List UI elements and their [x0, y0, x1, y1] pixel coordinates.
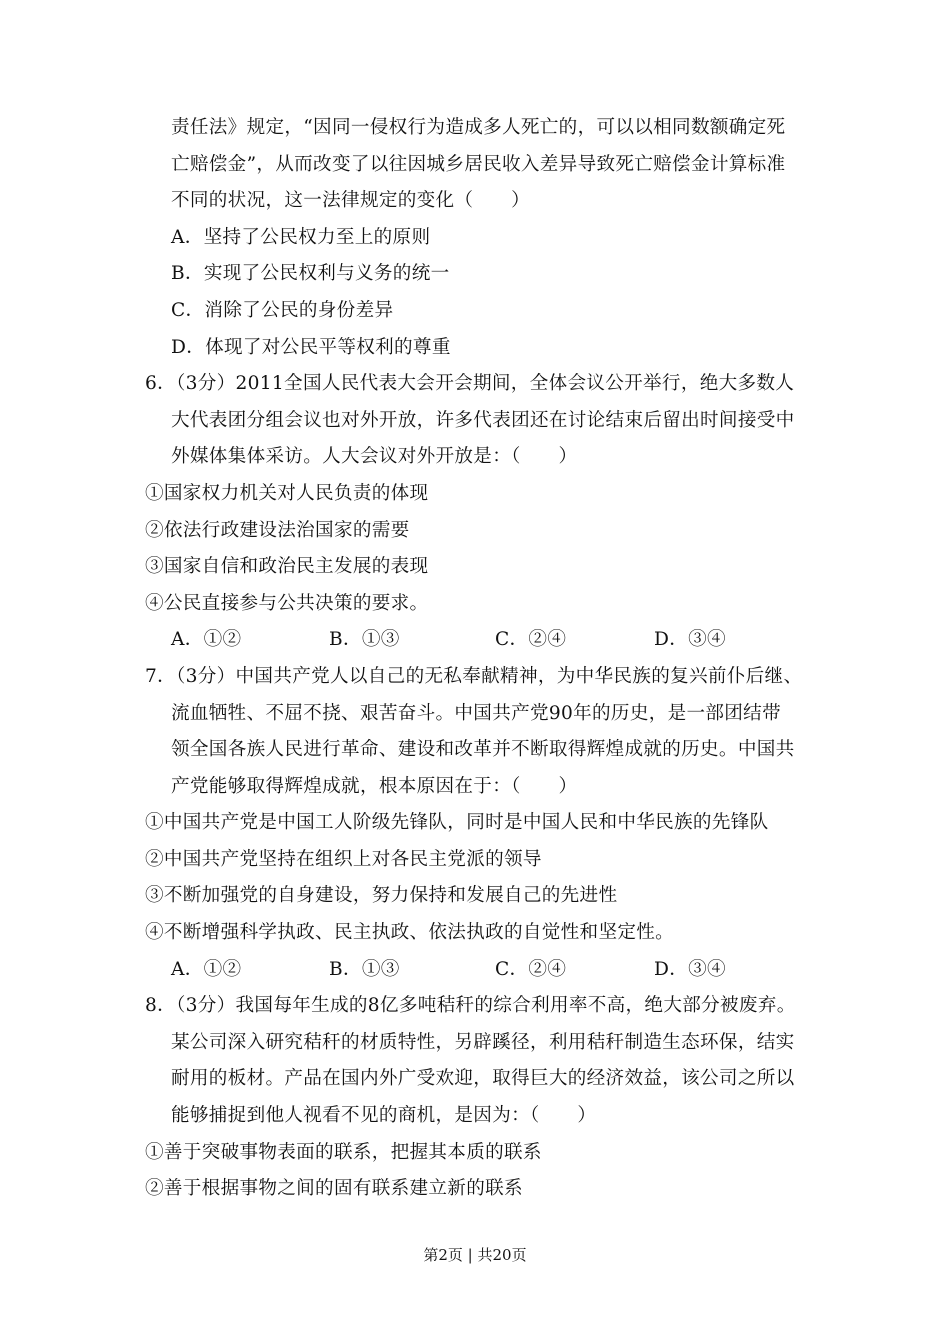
q7-option-d: D．③④ — [654, 958, 726, 980]
q7-stem-line: 领全国各族人民进行革命、建设和改革并不断取得辉煌成就的历史。中国共 — [171, 739, 795, 761]
q6-stem-line: 大代表团分组会议也对外开放，许多代表团还在讨论结束后留出时间接受中 — [171, 409, 795, 431]
q8-stem-line: 某公司深入研究秸秆的材质特性，另辟蹊径，利用秸秆制造生态环保，结实 — [171, 1031, 795, 1053]
q6-item: ④公民直接参与公共决策的要求。 — [145, 592, 429, 614]
q7-stem-line: 流血牺牲、不屈不挠、艰苦奋斗。中国共产党90年的历史，是一部团结带 — [171, 702, 781, 724]
q8-stem-line: 8．（3分）我国每年生成的8亿多吨秸秆的综合利用率不高，绝大部分被废弃。 — [145, 995, 796, 1017]
q6-stem-line: 外媒体集体采访。人大会议对外开放是：（ ） — [171, 446, 578, 468]
q6-options — [0, 622, 950, 659]
q5-option-d: D．体现了对公民平等权利的尊重 — [171, 336, 451, 358]
q8-stem-line: 能够捕捉到他人视看不见的商机，是因为：（ ） — [171, 1105, 597, 1127]
q7-item: ①中国共产党是中国工人阶级先锋队，同时是中国人民和中华民族的先锋队 — [145, 812, 769, 834]
q7-item: ②中国共产党坚持在组织上对各民主党派的领导 — [145, 848, 542, 870]
q5-option-b: B．实现了公民权利与义务的统一 — [171, 263, 450, 285]
q6-item: ③国家自信和政治民主发展的表现 — [145, 556, 429, 578]
q7-item: ④不断增强科学执政、民主执政、依法执政的自觉性和坚定性。 — [145, 922, 675, 944]
q7-options — [0, 952, 950, 989]
page-content — [0, 110, 950, 1208]
q6-item: ①国家权力机关对人民负责的体现 — [145, 482, 429, 504]
q8-item: ②善于根据事物之间的固有联系建立新的联系 — [145, 1178, 523, 1200]
q6-item: ②依法行政建设法治国家的需要 — [145, 519, 410, 541]
q6-option-b: B．①③ — [329, 629, 400, 651]
q7-option-c: C．②④ — [495, 958, 567, 980]
q7-stem-line: 产党能够取得辉煌成就，根本原因在于：（ ） — [171, 775, 578, 797]
q7-option-a: A．①② — [171, 958, 242, 980]
q7-item: ③不断加强党的自身建设，努力保持和发展自己的先进性 — [145, 885, 618, 907]
q5-option-a: A．坚持了公民权力至上的原则 — [171, 226, 431, 248]
q6-option-c: C．②④ — [495, 629, 567, 651]
q8-stem-line: 耐用的板材。产品在国内外广受欢迎，取得巨大的经济效益，该公司之所以 — [171, 1068, 795, 1090]
q5-stem-line: 不同的状况，这一法律规定的变化（ ） — [171, 190, 530, 212]
q5-stem-line: 责任法》规定，“因同一侵权行为造成多人死亡的，可以以相同数额确定死 — [171, 117, 786, 138]
page-footer: 第2页 | 共20页 — [423, 1246, 527, 1264]
q5-stem-line: 亡赔偿金”，从而改变了以往因城乡居民收入差异导致死亡赔偿金计算标准 — [171, 153, 786, 175]
q6-option-d: D．③④ — [654, 629, 726, 651]
q7-stem-line: 7．（3分）中国共产党人以自己的无私奉献精神，为中华民族的复兴前仆后继、 — [145, 665, 803, 687]
q6-option-a: A．①② — [171, 629, 242, 651]
q6-stem-line: 6．（3分）2011全国人民代表大会开会期间，全体会议公开举行，绝大多数人 — [145, 373, 795, 395]
q5-option-c: C．消除了公民的身份差异 — [171, 299, 394, 321]
q7-option-b: B．①③ — [329, 958, 400, 980]
q8-item: ①善于突破事物表面的联系，把握其本质的联系 — [145, 1141, 542, 1163]
